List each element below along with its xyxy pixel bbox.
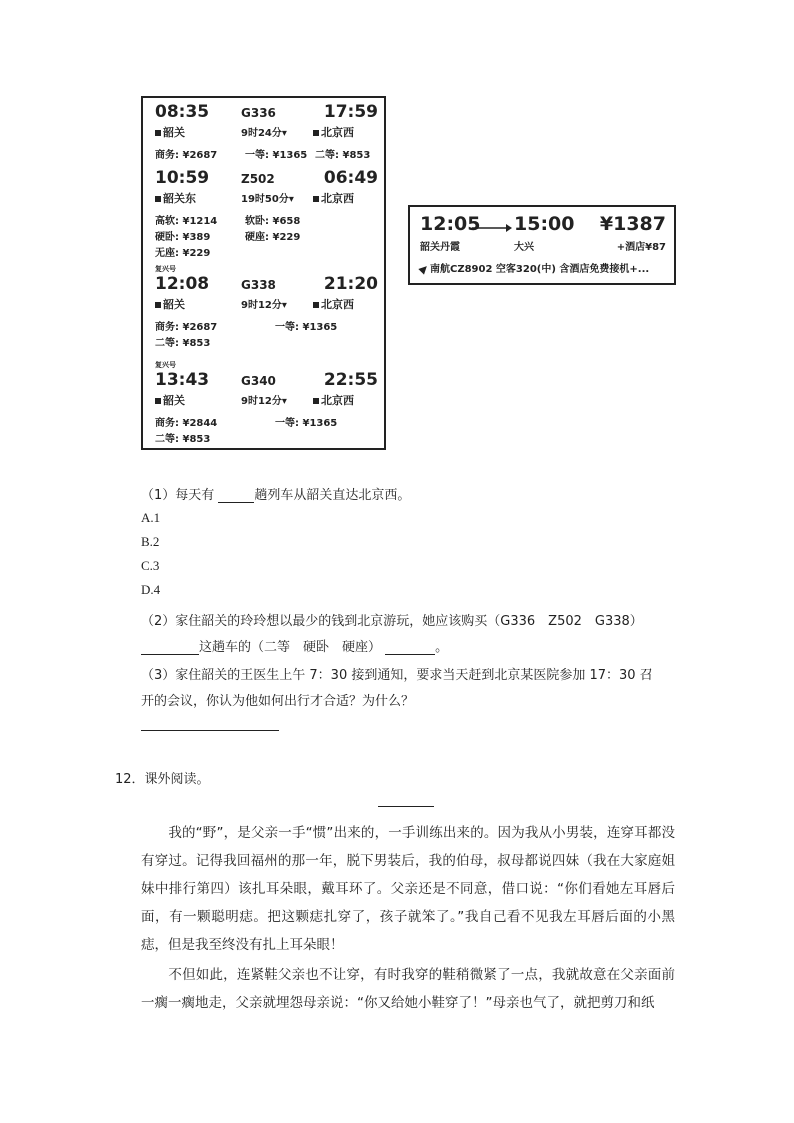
duration: 9时12分▾ bbox=[241, 300, 287, 311]
flight-price: ¥1387 bbox=[599, 213, 666, 235]
price: 一等: ¥1365 bbox=[245, 150, 308, 161]
answer-blank bbox=[385, 640, 435, 655]
duration: 9时24分▾ bbox=[241, 128, 287, 139]
train-number: G340 bbox=[241, 374, 276, 388]
train-entry-g340 bbox=[153, 360, 378, 446]
title-blank bbox=[378, 806, 434, 807]
train-schedule-card bbox=[141, 96, 386, 450]
price: 高软: ¥1214 bbox=[155, 216, 218, 227]
price: 硬座: ¥229 bbox=[245, 232, 301, 243]
train-number: Z502 bbox=[241, 172, 275, 186]
departure-time: 12:08 bbox=[155, 274, 210, 294]
train-number: G338 bbox=[241, 278, 276, 292]
arrival-time: 06:49 bbox=[323, 168, 378, 188]
option-d: D.4 bbox=[141, 582, 161, 597]
answer-line bbox=[141, 730, 279, 731]
fuxing-tag: 复兴号 bbox=[155, 265, 176, 273]
question-3-line-1: （3）家住韶关的王医生上午 7：30 接到通知，要求当天赶到北京某医院参加 17：30 召 bbox=[141, 668, 653, 683]
price: 二等: ¥853 bbox=[155, 338, 211, 349]
duration: 19时50分▾ bbox=[241, 194, 294, 205]
fuxing-tag: 复兴号 bbox=[155, 361, 176, 369]
flight-card bbox=[408, 205, 676, 285]
price: 无座: ¥229 bbox=[155, 248, 211, 259]
passage-paragraph-1: 我的“野”，是父亲一手“惯”出来的，一手训练出来的。因为我从小男装，连穿耳都没有穿过。记得我回福州的那一年，脱下男装后，我的伯母，叔母都说四妹（我在大家庭姐妹中排行第四）该扎耳朵眼，戴耳环了。父亲还是不同意，借口说：“你们看她左耳唇后面，有一颗聪明痣。把这颗痣扎穿了，孩子就笨了。”我自己看不见我左耳唇后面的小黑痣，但是我至终没有扎上耳朵眼！ bbox=[141, 825, 675, 953]
price: 软卧: ¥658 bbox=[245, 216, 301, 227]
station-square-icon bbox=[155, 130, 161, 136]
airline-logo-icon bbox=[418, 263, 429, 274]
train-entry-g338 bbox=[153, 264, 378, 350]
arrival-time: 21:20 bbox=[323, 274, 378, 294]
departure-time: 10:59 bbox=[155, 168, 210, 188]
question-12-heading: 12．课外阅读。 bbox=[115, 772, 210, 787]
from-station: 韶关 bbox=[155, 124, 185, 140]
option-b: B.2 bbox=[141, 534, 160, 549]
to-station: 北京西 bbox=[313, 392, 354, 408]
train-number: G336 bbox=[241, 106, 276, 120]
arrow-right-icon bbox=[472, 224, 512, 232]
price: 一等: ¥1365 bbox=[275, 322, 338, 333]
train-entry-g336 bbox=[153, 102, 378, 162]
price: 商务: ¥2687 bbox=[155, 322, 218, 333]
station-square-icon bbox=[155, 302, 161, 308]
price: 硬卧: ¥389 bbox=[155, 232, 211, 243]
option-a: A.1 bbox=[141, 510, 161, 525]
arrival-time: 17:59 bbox=[323, 102, 378, 122]
from-station: 韶关 bbox=[155, 392, 185, 408]
question-2-line-1: （2）家住韶关的玲玲想以最少的钱到北京游玩，她应该购买（G336 Z502 G338） bbox=[141, 614, 643, 629]
hotel-addon-price: +酒店¥87 bbox=[616, 242, 666, 253]
question-2-line-2: 这趟车的（二等 硬卧 硬座） 。 bbox=[141, 636, 448, 655]
price: 二等: ¥853 bbox=[155, 434, 211, 445]
station-square-icon bbox=[155, 398, 161, 404]
flight-details: 南航CZ8902 空客320(中) 含酒店免费接机+... bbox=[420, 260, 649, 275]
duration: 9时12分▾ bbox=[241, 396, 287, 407]
answer-blank bbox=[141, 640, 199, 655]
arrival-time: 22:55 bbox=[323, 370, 378, 390]
station-square-icon bbox=[155, 196, 161, 202]
from-station: 韶关东 bbox=[155, 190, 196, 206]
departure-time: 08:35 bbox=[155, 102, 210, 122]
option-c: C.3 bbox=[141, 558, 160, 573]
price: 商务: ¥2687 bbox=[155, 150, 218, 161]
flight-departure-time: 12:05 bbox=[420, 213, 481, 235]
station-square-icon bbox=[313, 196, 319, 202]
station-square-icon bbox=[313, 130, 319, 136]
to-station: 北京西 bbox=[313, 296, 354, 312]
passage-paragraph-2: 不但如此，连紧鞋父亲也不让穿，有时我穿的鞋稍微紧了一点，我就故意在父亲面前一瘸一瘸地走，父亲就埋怨母亲说：“你又给她小鞋穿了！”母亲也气了，就把剪刀和纸 bbox=[141, 967, 675, 1011]
answer-blank bbox=[218, 488, 254, 503]
to-station: 北京西 bbox=[313, 190, 354, 206]
question-3-line-2: 开的会议，你认为他如何出行才合适？为什么？ bbox=[141, 694, 415, 709]
flight-to-airport: 大兴 bbox=[514, 242, 534, 253]
station-square-icon bbox=[313, 398, 319, 404]
train-entry-z502 bbox=[153, 168, 378, 260]
question-1: （1）每天有 趟列车从韶关直达北京西。 bbox=[141, 488, 411, 503]
reading-passage bbox=[141, 819, 675, 1017]
flight-from-airport: 韶关丹霞 bbox=[420, 242, 460, 253]
price: 商务: ¥2844 bbox=[155, 418, 218, 429]
flight-arrival-time: 15:00 bbox=[514, 213, 575, 235]
departure-time: 13:43 bbox=[155, 370, 210, 390]
price: 二等: ¥853 bbox=[315, 150, 371, 161]
from-station: 韶关 bbox=[155, 296, 185, 312]
station-square-icon bbox=[313, 302, 319, 308]
price: 一等: ¥1365 bbox=[275, 418, 338, 429]
to-station: 北京西 bbox=[313, 124, 354, 140]
